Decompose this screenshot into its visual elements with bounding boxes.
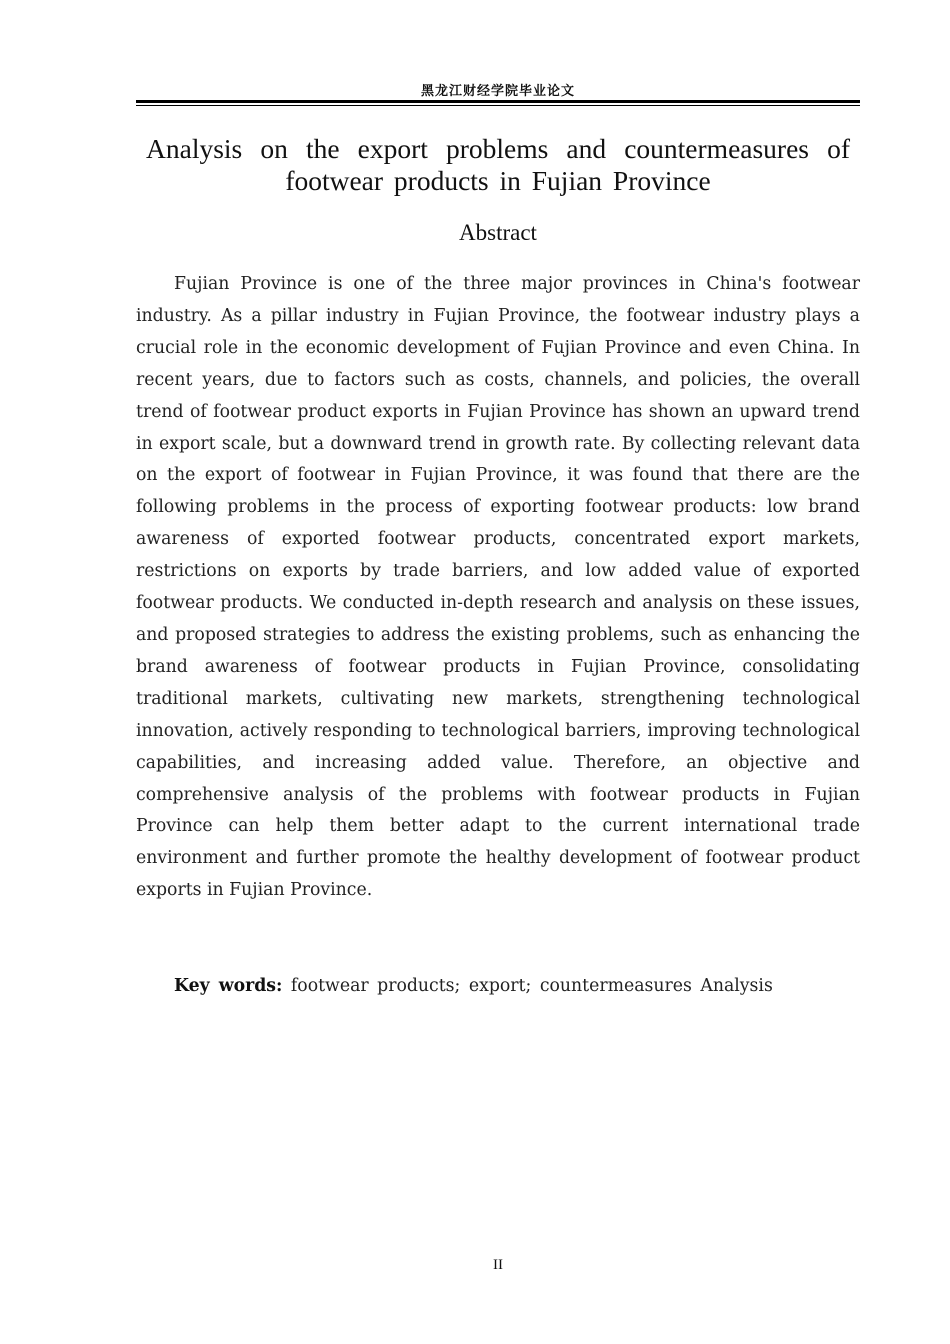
running-header: 黑龙江财经学院毕业论文: [420, 84, 575, 99]
keywords-line: [174, 971, 860, 1003]
paper-title-line-2: footwear products in Fujian Province: [285, 165, 711, 196]
page-number: II: [493, 1257, 503, 1273]
abstract-heading: Abstract: [459, 220, 537, 245]
keywords-label: Key words:: [174, 976, 283, 996]
abstract-body: Fujian Province is one of the three major provinces in China's footwear industry. As a pillar industry in Fujian Province, the footwear industry plays a crucial role in the economic development of Fujian Province and even China. In recent years, due to factors such as costs, channels, and policies, the overall trend of footwear product exports in Fujian Province has shown an upward trend in export scale, but a downward trend in growth rate. By collecting relevant data on the export of footwear in Fujian Province, it was found that there are the following problems in the process of exporting footwear products: low brand awareness of exported footwear products, concentrated export markets, restrictions on exports by trade barriers, and low added value of exported footwear products. We conducted in-depth research and analysis on these issues, and proposed strategies to address the existing problems, such as enhancing the brand awareness of footwear products in Fujian Province, consolidating traditional markets, cultivating new markets, strengthening technological innovation, actively responding to technological barriers, improving technological capabilities, and increasing added value. Therefore, an objective and comprehensive analysis of the problems with footwear products in Fujian Province can help them better adapt to the current international trade environment and further promote the healthy development of footwear product exports in Fujian Province.: [136, 274, 860, 901]
header-rule-thick: [136, 100, 860, 103]
keywords-value: footwear products; export; countermeasures Analysis: [290, 976, 773, 996]
paper-title: [136, 133, 860, 197]
header-rule-thin: [136, 105, 860, 106]
paper-title-line-1: Analysis on the export problems and countermeasures of: [146, 133, 850, 164]
